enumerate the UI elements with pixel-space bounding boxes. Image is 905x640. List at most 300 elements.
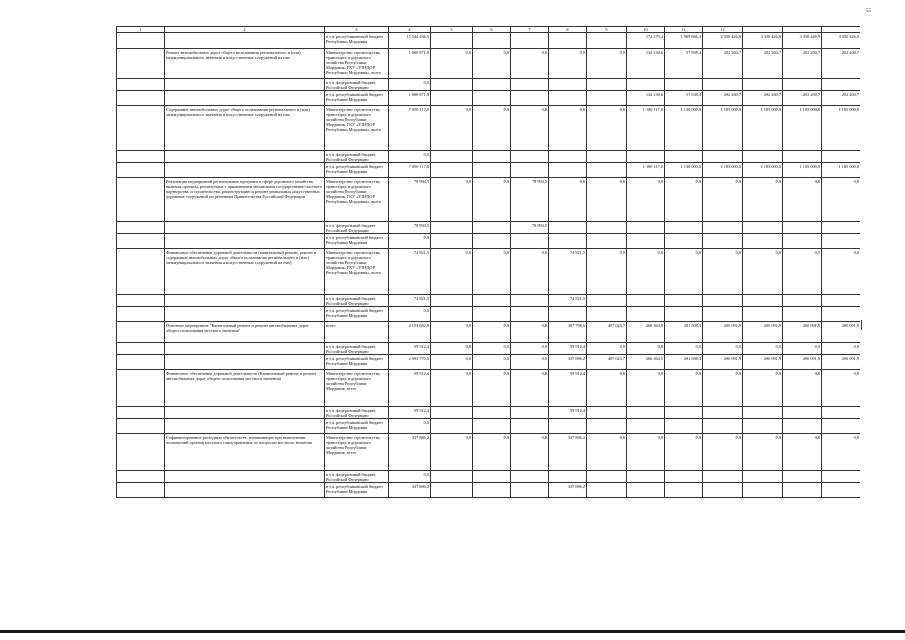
amount-cell xyxy=(743,222,783,234)
amount-cell: 0,0 xyxy=(783,249,822,295)
table-row xyxy=(117,178,861,222)
amount-cell: 59 912,4 xyxy=(549,343,587,355)
table-row xyxy=(117,91,861,106)
amount-cell xyxy=(822,407,861,419)
amount-cell: 0,0 xyxy=(627,434,665,471)
header-cell: 4 xyxy=(389,27,431,33)
amount-cell: 1 000 871,8 xyxy=(389,91,431,106)
amount-cell: 0,0 xyxy=(473,49,511,79)
amount-cell xyxy=(587,407,627,419)
amount-cell: 74 821,5 xyxy=(549,295,587,307)
responsible-and-source: в т.ч. федеральный бюджет Российской Федерации xyxy=(325,151,389,163)
amount-cell: 1 130 000,0 xyxy=(665,106,703,151)
amount-cell: 202 200,7 xyxy=(783,49,822,79)
amount-cell xyxy=(703,79,743,91)
header-cell: 5 xyxy=(431,27,473,33)
header-cell: 6 xyxy=(473,27,511,33)
amount-cell xyxy=(822,79,861,91)
amount-cell: 0,0 xyxy=(627,343,665,355)
measure-description xyxy=(165,471,325,483)
header-cell: 11 xyxy=(665,27,703,33)
amount-cell xyxy=(549,151,587,163)
amount-cell xyxy=(703,407,743,419)
amount-cell xyxy=(431,222,473,234)
table-row xyxy=(117,106,861,151)
row-number-cell xyxy=(117,249,165,295)
table-row xyxy=(117,483,861,498)
responsible-and-source: Министерство строительства, транспорта и дорожного хозяйства Республики Мордовия, ГКУ «УПРДОР Республики Мордовия», всего xyxy=(325,49,389,79)
amount-cell xyxy=(587,33,627,49)
amount-cell xyxy=(743,471,783,483)
amount-cell: 0,0 xyxy=(473,178,511,222)
amount-cell: 0,0 xyxy=(665,178,703,222)
responsible-and-source: в т.ч. федеральный бюджет Российской Федерации xyxy=(325,343,389,355)
amount-cell xyxy=(549,163,587,178)
measure-description: Финансовое обеспечение дорожной деятельности (капитальный ремонт, ремонт и содержание автомобильных дорог общего пользования регионального и (или) межмуниципального значения и искусственных сооружений на них) xyxy=(165,249,325,295)
amount-cell: 134 130,6 xyxy=(627,49,665,79)
table-row xyxy=(117,234,861,249)
amount-cell xyxy=(703,234,743,249)
amount-cell: 0,0 xyxy=(473,355,511,370)
amount-cell xyxy=(783,234,822,249)
amount-cell: 0,0 xyxy=(627,249,665,295)
amount-cell xyxy=(587,234,627,249)
amount-cell: 0,0 xyxy=(743,370,783,407)
responsible-and-source: в т.ч. республиканский бюджет Республики Мордовия xyxy=(325,33,389,49)
amount-cell xyxy=(627,471,665,483)
row-number-cell xyxy=(117,49,165,79)
measure-description xyxy=(165,483,325,498)
amount-cell: 59 912,4 xyxy=(389,407,431,419)
row-number-cell xyxy=(117,91,165,106)
amount-cell xyxy=(743,295,783,307)
amount-cell: 3 350 426,9 xyxy=(783,33,822,49)
amount-cell xyxy=(783,307,822,322)
amount-cell: 59 912,4 xyxy=(549,407,587,419)
amount-cell: 74 821,5 xyxy=(389,249,431,295)
amount-cell: 57 938,4 xyxy=(665,91,703,106)
amount-cell: 1 185 000,0 xyxy=(743,163,783,178)
amount-cell: 0,0 xyxy=(511,249,549,295)
amount-cell: 0,0 xyxy=(783,370,822,407)
amount-cell: 0,0 xyxy=(627,370,665,407)
amount-cell: 0,0 xyxy=(431,178,473,222)
amount-cell xyxy=(511,91,549,106)
amount-cell: 172 279,4 xyxy=(627,33,665,49)
amount-cell xyxy=(473,234,511,249)
amount-cell xyxy=(431,419,473,434)
amount-cell: 0,0 xyxy=(822,434,861,471)
amount-cell: 0,0 xyxy=(511,106,549,151)
row-number-cell xyxy=(117,178,165,222)
amount-cell: 0,0 xyxy=(431,343,473,355)
amount-cell: 0,0 xyxy=(431,434,473,471)
amount-cell: 0,0 xyxy=(587,343,627,355)
responsible-and-source: в т.ч. федеральный бюджет Российской Федерации xyxy=(325,222,389,234)
amount-cell: 1 185 000,0 xyxy=(743,106,783,151)
table-row xyxy=(117,471,861,483)
amount-cell: 0,0 xyxy=(389,419,431,434)
amount-cell xyxy=(627,407,665,419)
amount-cell: 0,0 xyxy=(587,370,627,407)
amount-cell: 202 200,7 xyxy=(783,91,822,106)
amount-cell: 0,0 xyxy=(743,178,783,222)
amount-cell xyxy=(783,471,822,483)
amount-cell: 200 091,9 xyxy=(743,322,783,343)
amount-cell xyxy=(511,483,549,498)
table-row xyxy=(117,222,861,234)
amount-cell xyxy=(431,33,473,49)
scan-bottom-edge xyxy=(0,630,905,633)
amount-cell: 0,0 xyxy=(431,106,473,151)
responsible-and-source: в т.ч. федеральный бюджет Российской Федерации xyxy=(325,471,389,483)
measure-description xyxy=(165,91,325,106)
amount-cell: 0,0 xyxy=(665,434,703,471)
measure-description: Основное мероприятие "Капитальный ремонт и ремонт автомобильных дорог общего пользования местного значения" xyxy=(165,322,325,343)
amount-cell xyxy=(587,307,627,322)
row-number-cell xyxy=(117,151,165,163)
amount-cell xyxy=(549,222,587,234)
amount-cell: 1 185 000,0 xyxy=(703,106,743,151)
row-number-cell xyxy=(117,234,165,249)
amount-cell: 200 091,9 xyxy=(703,322,743,343)
amount-cell: 0,0 xyxy=(743,249,783,295)
amount-cell xyxy=(549,33,587,49)
responsible-and-source: Министерство строительства, транспорта и дорожного хозяйства Республики Мордовия, всего xyxy=(325,434,389,471)
row-number-cell xyxy=(117,79,165,91)
table-row xyxy=(117,355,861,370)
amount-cell: 266 364,5 xyxy=(627,322,665,343)
amount-cell xyxy=(473,33,511,49)
amount-cell: 0,0 xyxy=(431,49,473,79)
table-row xyxy=(117,151,861,163)
header-cell: 12 xyxy=(703,27,743,33)
amount-cell xyxy=(743,151,783,163)
measure-description: Ремонт автомобильных дорог общего пользования регионального и (или) межмуниципального значения и искусственных сооружений на них xyxy=(165,49,325,79)
row-number-cell xyxy=(117,222,165,234)
amount-cell xyxy=(511,407,549,419)
amount-cell xyxy=(473,91,511,106)
amount-cell: 0,0 xyxy=(473,434,511,471)
amount-cell xyxy=(783,483,822,498)
amount-cell: 78 994,5 xyxy=(511,178,549,222)
measure-description: Реализация мероприятий региональных программ в сфере дорожного хозяйства, включая проекты, реализуемые с применением механизмов государственно-частного партнерства, и строительство, реконструкцию и ремонт уникальных искусственных дорожных сооружений по решениям Правительства Российской Федерации xyxy=(165,178,325,222)
header-cell: 2 xyxy=(165,27,325,33)
amount-cell: 2 093 770,5 xyxy=(389,355,431,370)
header-cell: 10 xyxy=(627,27,665,33)
responsible-and-source: Министерство строительства, транспорта и дорожного хозяйства Республики Мордовия, ГКУ «УПРДОР Республики Мордовия», всего xyxy=(325,178,389,222)
table-row xyxy=(117,407,861,419)
amount-cell: 0,0 xyxy=(822,249,861,295)
amount-cell: 0,0 xyxy=(743,434,783,471)
amount-cell xyxy=(703,471,743,483)
amount-cell xyxy=(431,295,473,307)
amount-cell: 78 994,5 xyxy=(511,222,549,234)
amount-cell: 0,0 xyxy=(431,355,473,370)
amount-cell xyxy=(627,151,665,163)
table-row xyxy=(117,79,861,91)
responsible-and-source: в т.ч. федеральный бюджет Российской Федерации xyxy=(325,79,389,91)
amount-cell: 202 200,7 xyxy=(822,49,861,79)
amount-cell: 0,0 xyxy=(822,370,861,407)
table-row xyxy=(117,419,861,434)
amount-cell: 3 350 426,9 xyxy=(822,33,861,49)
amount-cell xyxy=(627,222,665,234)
amount-cell: 0,0 xyxy=(389,151,431,163)
amount-cell xyxy=(431,407,473,419)
amount-cell: 0,0 xyxy=(703,434,743,471)
amount-cell xyxy=(665,295,703,307)
amount-cell xyxy=(822,295,861,307)
measure-description: Финансовое обеспечение дорожной деятельности (Капитальный ремонт и ремонт автомобильных дорог общего пользования местного значения) xyxy=(165,370,325,407)
amount-cell: 0,0 xyxy=(783,434,822,471)
amount-cell xyxy=(627,295,665,307)
amount-cell: 202 200,7 xyxy=(703,49,743,79)
amount-cell: 0,0 xyxy=(743,343,783,355)
amount-cell: 2 350 426,9 xyxy=(703,33,743,49)
amount-cell xyxy=(665,483,703,498)
amount-cell: 0,0 xyxy=(549,49,587,79)
amount-cell xyxy=(511,163,549,178)
amount-cell xyxy=(511,33,549,49)
amount-cell: 200 091,9 xyxy=(783,355,822,370)
responsible-and-source: в т.ч. федеральный бюджет Российской Федерации xyxy=(325,295,389,307)
amount-cell: 0,0 xyxy=(587,434,627,471)
amount-cell: 1 130 000,0 xyxy=(665,163,703,178)
measure-description xyxy=(165,222,325,234)
amount-cell: 200 091,9 xyxy=(703,355,743,370)
table-row xyxy=(117,343,861,355)
amount-cell: 407 023,7 xyxy=(587,322,627,343)
header-cell: 3 xyxy=(325,27,389,33)
amount-cell: 0,0 xyxy=(587,106,627,151)
amount-cell xyxy=(703,307,743,322)
amount-cell: 1 185 000,0 xyxy=(783,106,822,151)
measure-description xyxy=(165,33,325,49)
amount-cell: 0,0 xyxy=(431,370,473,407)
amount-cell xyxy=(431,91,473,106)
amount-cell xyxy=(743,307,783,322)
amount-cell xyxy=(703,483,743,498)
measure-description xyxy=(165,307,325,322)
amount-cell: 7 050 117,0 xyxy=(389,163,431,178)
amount-cell xyxy=(665,234,703,249)
amount-cell xyxy=(473,295,511,307)
amount-cell xyxy=(822,419,861,434)
amount-cell xyxy=(431,234,473,249)
amount-cell: 59 912,4 xyxy=(389,370,431,407)
amount-cell: 0,0 xyxy=(822,343,861,355)
amount-cell xyxy=(549,79,587,91)
responsible-and-source: в т.ч. федеральный бюджет Российской Федерации xyxy=(325,407,389,419)
amount-cell: 397 798,6 xyxy=(549,322,587,343)
amount-cell: 281 508,3 xyxy=(665,322,703,343)
amount-cell: 0,0 xyxy=(473,343,511,355)
table-row xyxy=(117,434,861,471)
amount-cell: 0,0 xyxy=(587,178,627,222)
amount-cell xyxy=(587,79,627,91)
measure-description xyxy=(165,163,325,178)
amount-cell xyxy=(511,234,549,249)
row-number-cell xyxy=(117,295,165,307)
amount-cell xyxy=(473,79,511,91)
table-row xyxy=(117,249,861,295)
amount-cell: 2 153 682,9 xyxy=(389,322,431,343)
measure-description xyxy=(165,234,325,249)
header-cell: 8 xyxy=(549,27,587,33)
amount-cell: 200 091,9 xyxy=(822,322,861,343)
amount-cell: 0,0 xyxy=(627,178,665,222)
amount-cell: 0,0 xyxy=(473,249,511,295)
amount-cell xyxy=(473,222,511,234)
amount-cell: 337 886,2 xyxy=(549,434,587,471)
amount-cell xyxy=(822,471,861,483)
amount-cell xyxy=(587,151,627,163)
header-cell: 7 xyxy=(511,27,549,33)
amount-cell xyxy=(703,295,743,307)
amount-cell: 1 000 871,8 xyxy=(389,49,431,79)
amount-cell: 0,0 xyxy=(511,322,549,343)
amount-cell: 57 938,4 xyxy=(665,49,703,79)
table-row xyxy=(117,370,861,407)
row-number-cell xyxy=(117,343,165,355)
amount-cell xyxy=(431,307,473,322)
row-number-cell xyxy=(117,471,165,483)
amount-cell xyxy=(627,79,665,91)
amount-cell: 1 180 117,0 xyxy=(627,106,665,151)
amount-cell: 0,0 xyxy=(703,249,743,295)
amount-cell: 202 200,7 xyxy=(703,91,743,106)
margin-tick xyxy=(861,320,862,330)
amount-cell: 3 350 426,9 xyxy=(743,33,783,49)
responsible-and-source: в т.ч. республиканский бюджет Республики Мордовия xyxy=(325,355,389,370)
amount-cell: 0,0 xyxy=(665,343,703,355)
amount-cell xyxy=(511,79,549,91)
responsible-and-source: Министерство строительства, транспорта и дорожного хозяйства Республики Мордовия, ГКУ «УПРДОР Республики Мордовия», всего xyxy=(325,106,389,151)
amount-cell: 0,0 xyxy=(473,106,511,151)
amount-cell xyxy=(473,163,511,178)
amount-cell xyxy=(665,471,703,483)
amount-cell: 202 200,7 xyxy=(743,91,783,106)
amount-cell: 0,0 xyxy=(549,178,587,222)
amount-cell xyxy=(431,471,473,483)
amount-cell: 1 969 666,3 xyxy=(665,33,703,49)
amount-cell xyxy=(665,419,703,434)
amount-cell: 0,0 xyxy=(431,249,473,295)
amount-cell xyxy=(587,471,627,483)
amount-cell xyxy=(549,91,587,106)
amount-cell xyxy=(511,295,549,307)
amount-cell: 281 508,3 xyxy=(665,355,703,370)
row-number-cell xyxy=(117,407,165,419)
amount-cell: 0,0 xyxy=(473,322,511,343)
amount-cell: 200 091,9 xyxy=(743,355,783,370)
measure-description: Софинансирование расходных обязательств, возникающих при выполнении полномочий органов местного самоуправления по вопросам местного значения xyxy=(165,434,325,471)
amount-cell: 337 886,2 xyxy=(389,483,431,498)
amount-cell: 0,0 xyxy=(822,178,861,222)
row-number-cell xyxy=(117,419,165,434)
amount-cell: 0,0 xyxy=(703,178,743,222)
amount-cell: 0,0 xyxy=(389,234,431,249)
amount-cell xyxy=(549,471,587,483)
row-number-cell xyxy=(117,434,165,471)
amount-cell xyxy=(587,419,627,434)
measure-description xyxy=(165,355,325,370)
amount-cell xyxy=(822,234,861,249)
amount-cell xyxy=(587,91,627,106)
row-number-cell xyxy=(117,322,165,343)
measure-description xyxy=(165,419,325,434)
header-cell: 9 xyxy=(587,27,627,33)
amount-cell xyxy=(783,79,822,91)
amount-cell: 0,0 xyxy=(703,343,743,355)
responsible-and-source: Министерство строительства, транспорта и дорожного хозяйства Республики Мордовия, ГКУ «УПРДОР Республики Мордовия», всего xyxy=(325,249,389,295)
amount-cell: 337 886,2 xyxy=(549,483,587,498)
amount-cell: 0,0 xyxy=(431,322,473,343)
measure-description xyxy=(165,295,325,307)
amount-cell: 0,0 xyxy=(511,434,549,471)
amount-cell xyxy=(627,307,665,322)
amount-cell: 134 130,6 xyxy=(627,91,665,106)
amount-cell: 0,0 xyxy=(587,249,627,295)
amount-cell: 0,0 xyxy=(389,307,431,322)
amount-cell xyxy=(511,151,549,163)
amount-cell xyxy=(822,222,861,234)
amount-cell: 7 050 117,0 xyxy=(389,106,431,151)
table-row xyxy=(117,49,861,79)
amount-cell xyxy=(743,234,783,249)
amount-cell xyxy=(431,163,473,178)
amount-cell xyxy=(743,419,783,434)
amount-cell xyxy=(587,295,627,307)
amount-cell: 0,0 xyxy=(587,49,627,79)
table-row xyxy=(117,33,861,49)
amount-cell xyxy=(431,79,473,91)
amount-cell: 0,0 xyxy=(389,471,431,483)
responsible-and-source: в т.ч. республиканский бюджет Республики Мордовия xyxy=(325,234,389,249)
amount-cell: 59 912,4 xyxy=(549,370,587,407)
amount-cell: 15 544 436,5 xyxy=(389,33,431,49)
amount-cell xyxy=(473,307,511,322)
amount-cell: 0,0 xyxy=(549,106,587,151)
amount-cell: 266 364,5 xyxy=(627,355,665,370)
amount-cell: 78 994,5 xyxy=(389,178,431,222)
amount-cell: 1 185 000,0 xyxy=(822,106,861,151)
measure-description xyxy=(165,407,325,419)
amount-cell xyxy=(783,151,822,163)
table-row xyxy=(117,295,861,307)
amount-cell xyxy=(665,407,703,419)
amount-cell xyxy=(743,79,783,91)
amount-cell xyxy=(431,483,473,498)
page-number: 55 xyxy=(866,9,871,14)
row-number-cell xyxy=(117,483,165,498)
amount-cell xyxy=(473,483,511,498)
amount-cell: 78 994,5 xyxy=(389,222,431,234)
budget-table xyxy=(116,26,860,498)
amount-cell xyxy=(431,151,473,163)
amount-cell xyxy=(587,483,627,498)
amount-cell: 0,0 xyxy=(665,249,703,295)
amount-cell: 337 886,2 xyxy=(549,355,587,370)
amount-cell xyxy=(665,222,703,234)
row-number-cell xyxy=(117,33,165,49)
responsible-and-source: в т.ч. республиканский бюджет Республики Мордовия xyxy=(325,91,389,106)
budget-table-container xyxy=(116,26,860,626)
row-number-cell xyxy=(117,106,165,151)
table-row xyxy=(117,322,861,343)
responsible-and-source: в т.ч. республиканский бюджет Республики Мордовия xyxy=(325,483,389,498)
